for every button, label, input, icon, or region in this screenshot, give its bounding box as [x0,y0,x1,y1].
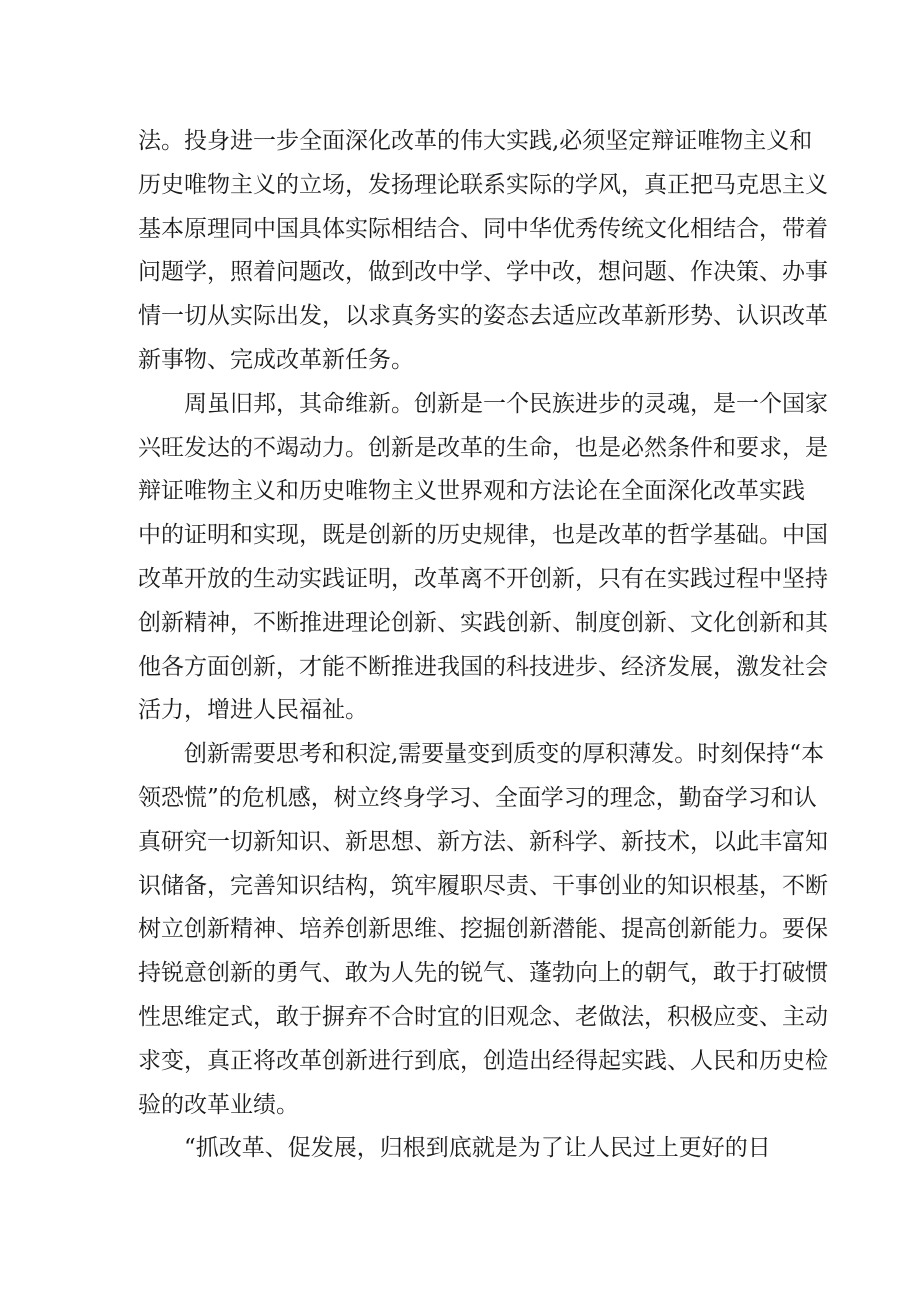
paragraph-line: 活力，增进人民福祉。 [138,697,368,724]
paragraph-2 [138,383,828,733]
paragraph-line: 新事物、完成改革新任务。 [138,346,414,373]
paragraph-line: 领恐慌”的危机感，树立终身学习、全面学习的理念，勤奋学习和认 [138,784,817,811]
paragraph-line: 创新需要思考和积淀,需要量变到质变的厚积薄发。时刻保持“本 [184,741,825,768]
paragraph-line: 兴旺发达的不竭动力。创新是改革的生命，也是必然条件和要求，是 [138,434,828,461]
paragraph-line: 树立创新精神、培养创新思维、挖掘创新潜能、提高创新能力。要保 [138,916,828,943]
document-body [138,120,828,1171]
paragraph-3 [138,733,828,1127]
paragraph-line: 识储备，完善知识结构，筑牢履职尽责、干事创业的知识根基，不断 [138,872,828,899]
paragraph-line: 历史唯物主义的立场，发扬理论联系实际的学风，真正把马克思主义 [138,171,828,198]
paragraph-1 [138,120,828,383]
paragraph-line: 真研究一切新知识、新思想、新方法、新科学、新技术，以此丰富知 [138,828,828,855]
paragraph-4 [138,1127,788,1171]
paragraph-line: 改革开放的生动实践证明，改革离不开创新，只有在实践过程中坚持 [138,565,828,592]
paragraph-line: 基本原理同中国具体实际相结合、同中华优秀传统文化相结合，带着 [138,215,828,242]
paragraph-line: 持锐意创新的勇气、敢为人先的锐气、蓬勃向上的朝气，敢于打破惯 [138,960,828,987]
paragraph-line: 辩证唯物主义和历史唯物主义世界观和方法论在全面深化改革实践 [138,478,805,505]
paragraph-line: 中的证明和实现，既是创新的历史规律，也是改革的哲学基础。中国 [138,522,828,549]
paragraph-line: 求变，真正将改革创新进行到底，创造出经得起实践、人民和历史检 [138,1047,828,1074]
paragraph-line: 他各方面创新，才能不断推进我国的科技进步、经济发展，激发社会 [138,653,828,680]
paragraph-line: “抓改革、促发展，归根到底就是为了让人民过上更好的日 [184,1135,771,1162]
paragraph-line: 周虽旧邦，其命维新。创新是一个民族进步的灵魂，是一个国家 [184,390,828,417]
paragraph-line: 创新精神，不断推进理论创新、实践创新、制度创新、文化创新和其 [138,609,828,636]
paragraph-line: 性思维定式，敢于摒弃不合时宜的旧观念、老做法，积极应变、主动 [138,1003,828,1030]
paragraph-line: 问题学，照着问题改，做到改中学、学中改，想问题、作决策、办事 [138,259,828,286]
paragraph-line: 法。投身进一步全面深化改革的伟大实践,必须坚定辩证唯物主义和 [138,128,813,154]
paragraph-line: 情一切从实际出发，以求真务实的姿态去适应改革新形势、认识改革 [138,303,828,330]
paragraph-line: 验的改革业绩。 [138,1091,299,1118]
